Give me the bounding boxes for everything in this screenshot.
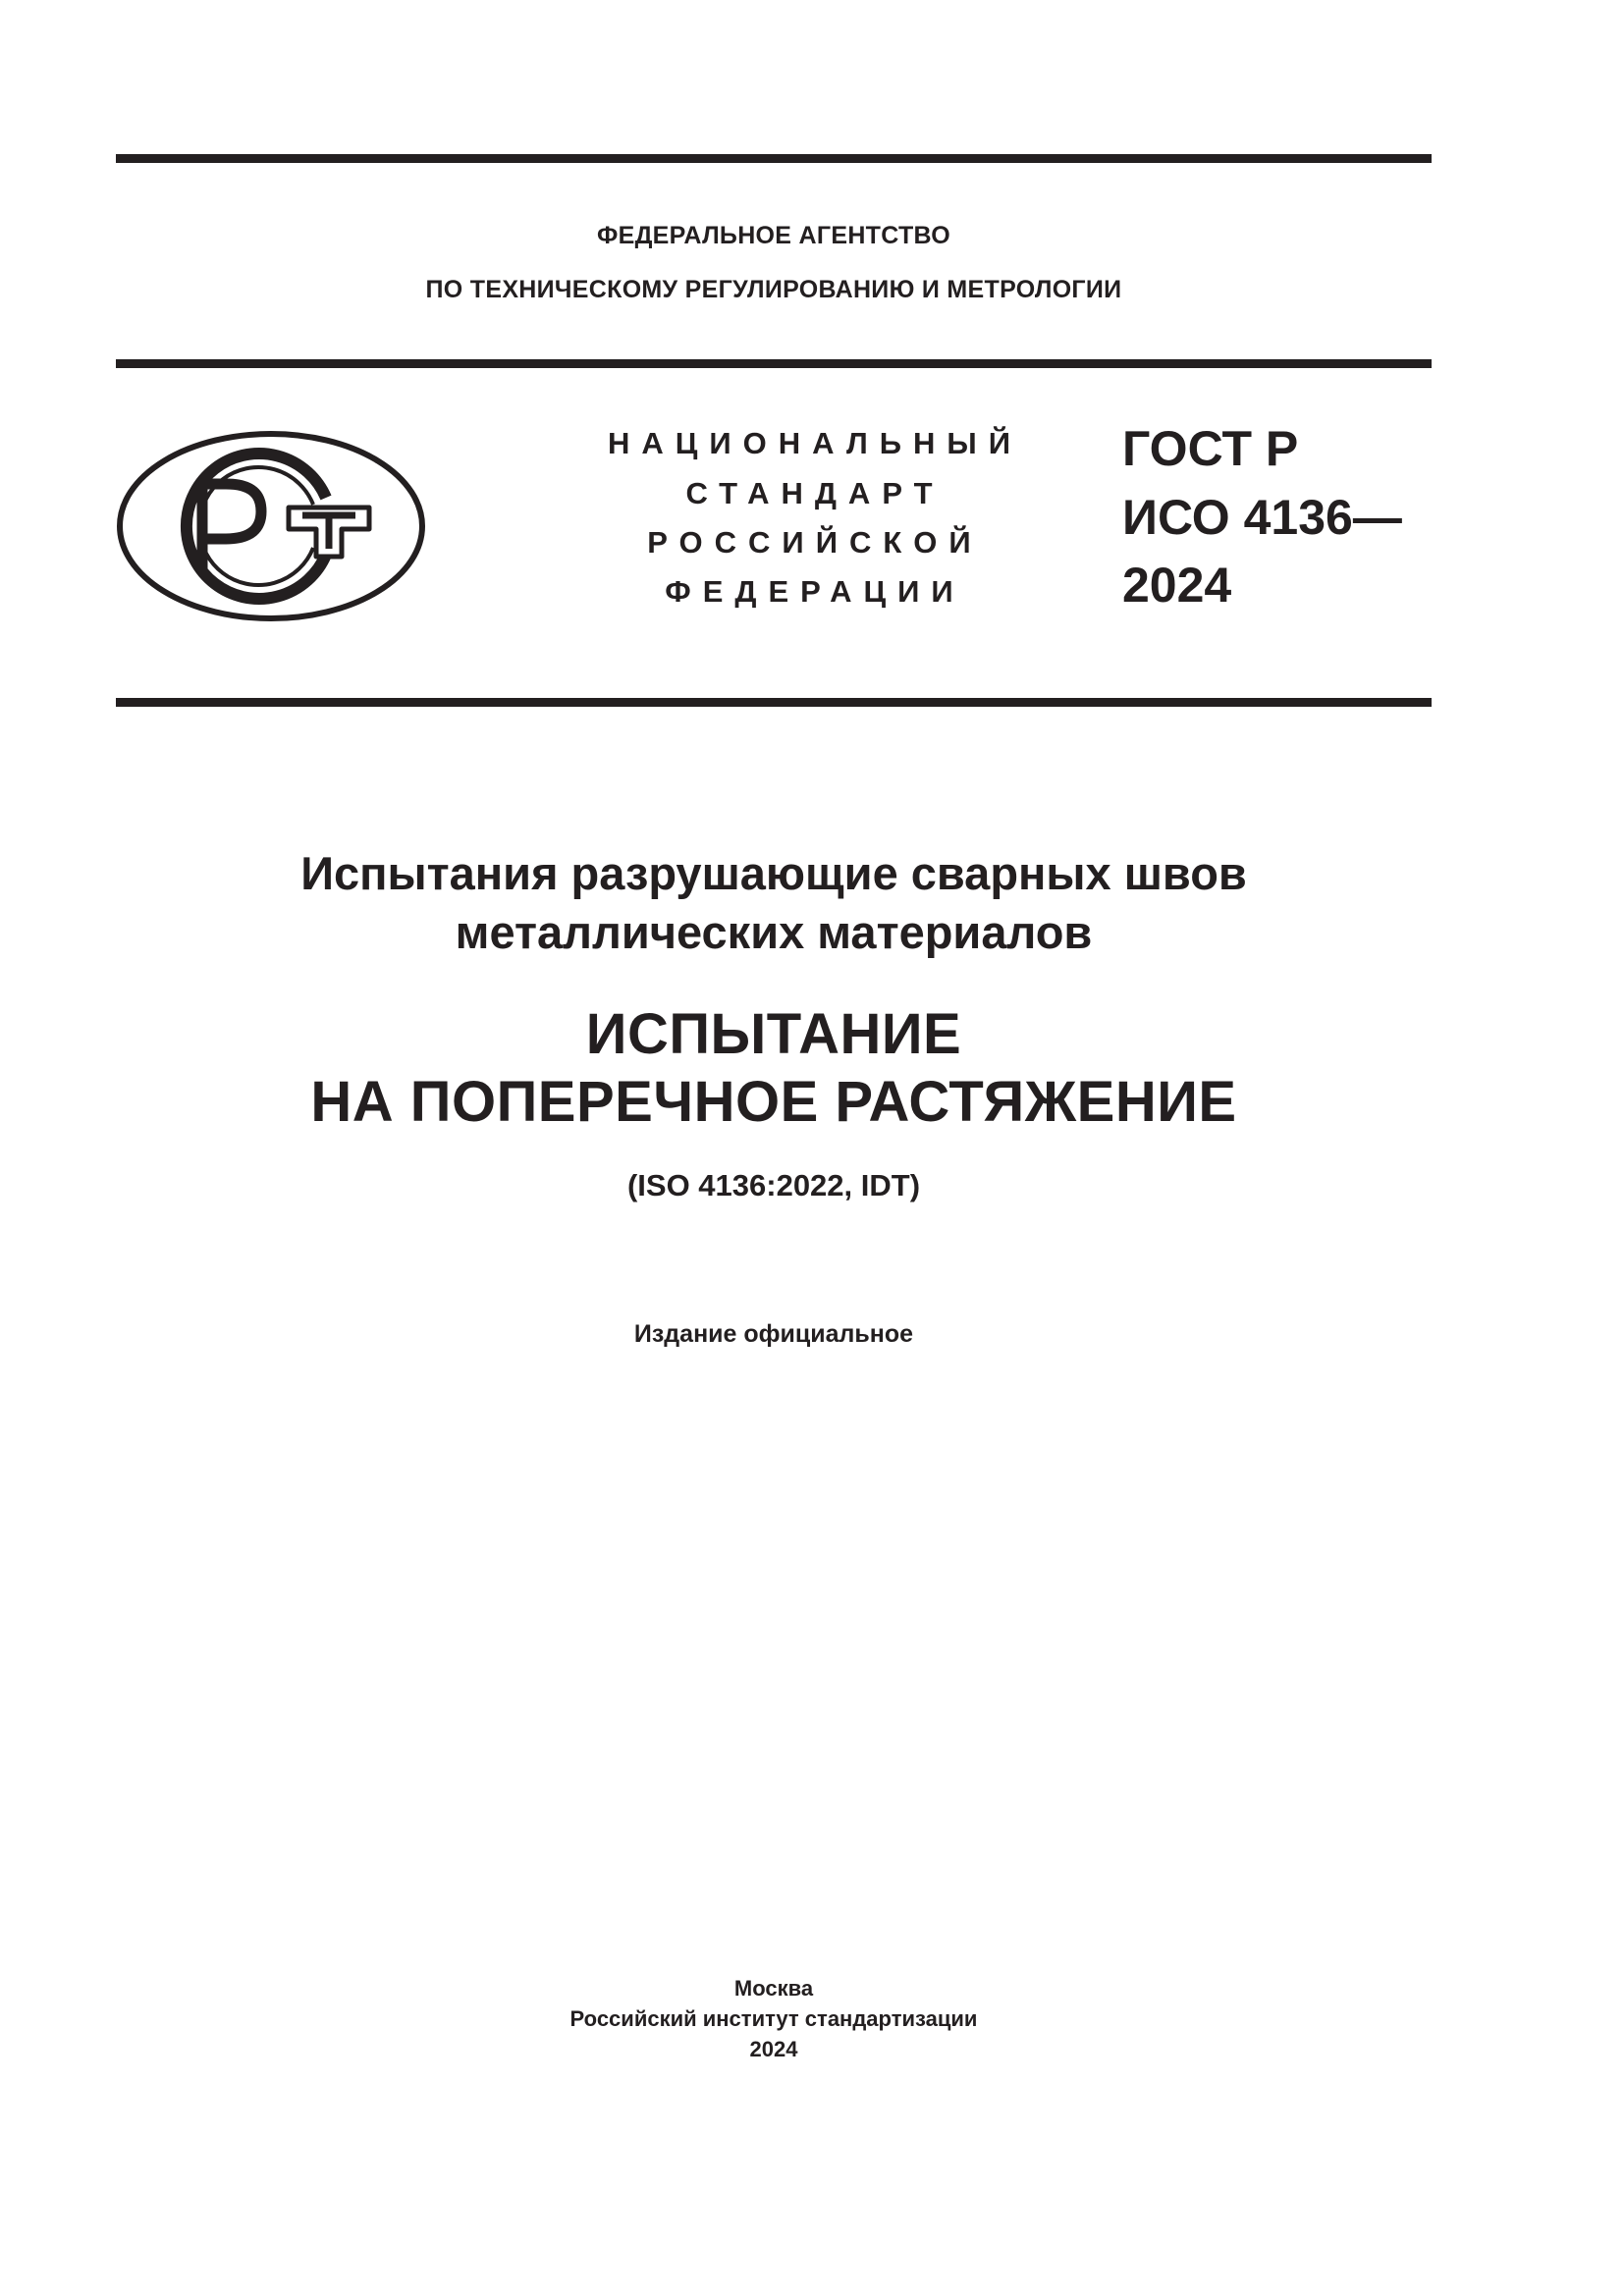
imprint-city: Москва bbox=[733, 1976, 814, 2001]
iso-reference: (ISO 4136:2022, IDT) bbox=[626, 1168, 921, 1202]
standard-designation-year: 2024 bbox=[1122, 558, 1232, 613]
standard-designation-line-1: ГОСТ Р bbox=[1122, 421, 1299, 476]
top-rule bbox=[116, 154, 1432, 163]
edition-note: Издание официальное bbox=[633, 1320, 914, 1348]
standard-designation-line-2: ИСО 4136— bbox=[1122, 490, 1402, 545]
national-standard-line-2: СТАНДАРТ bbox=[685, 476, 945, 510]
imprint-year: 2024 bbox=[749, 2037, 798, 2061]
national-standard-line-1: НАЦИОНАЛЬНЫЙ bbox=[607, 426, 1023, 460]
document-subtitle-line-1: Испытания разрушающие сварных швов bbox=[300, 847, 1247, 899]
header-rule bbox=[116, 359, 1432, 368]
agency-name-line-2: ПО ТЕХНИЧЕСКОМУ РЕГУЛИРОВАНИЮ И МЕТРОЛОГИИ bbox=[425, 276, 1122, 303]
document-title-line-1: ИСПЫТАНИЕ bbox=[585, 1002, 962, 1066]
document-subtitle-line-2: металлических материалов bbox=[455, 906, 1093, 958]
document-title-line-2: НА ПОПЕРЕЧНОЕ РАСТЯЖЕНИЕ bbox=[310, 1070, 1237, 1134]
national-standard-line-3: РОССИЙСКОЙ bbox=[647, 525, 983, 560]
national-standard-line-4: ФЕДЕРАЦИИ bbox=[665, 574, 965, 609]
imprint-publisher: Российский институт стандартизации bbox=[569, 2006, 978, 2031]
header-bottom-rule bbox=[116, 698, 1432, 707]
rst-certification-mark-icon bbox=[116, 429, 426, 623]
agency-name-line-1: ФЕДЕРАЛЬНОЕ АГЕНТСТВО bbox=[596, 222, 951, 249]
